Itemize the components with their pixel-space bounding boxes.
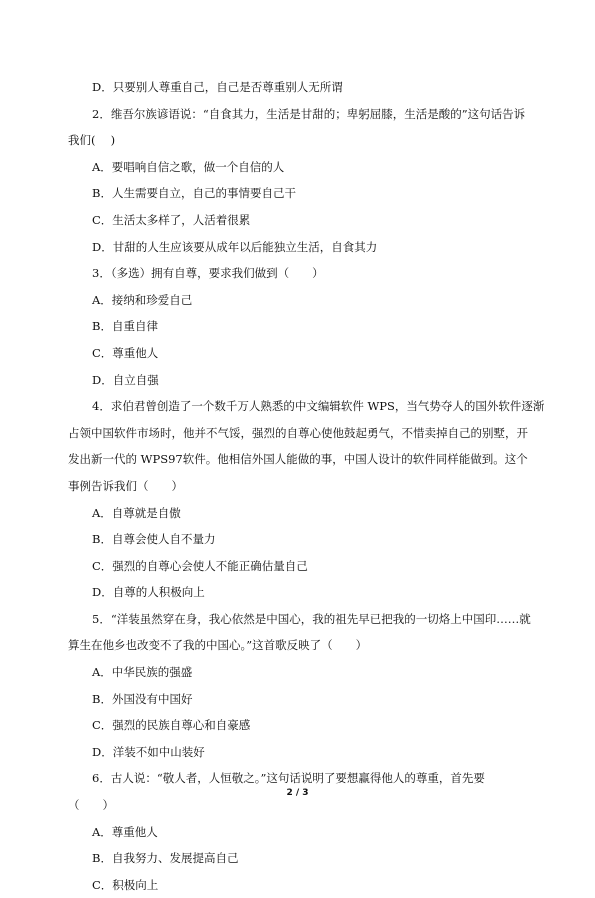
question-text: 我们( ) (68, 133, 116, 148)
answer-option: B．自尊会使人自不量力 (92, 532, 216, 547)
question-text: 事例告诉我们（ ） (68, 478, 183, 493)
answer-option: B．自我努力、发展提高自己 (92, 851, 239, 866)
answer-option: B．自重自律 (92, 319, 158, 334)
answer-option: C．生活太多样了，人活着很累 (92, 212, 251, 227)
answer-option: D．洋装不如中山装好 (92, 744, 205, 759)
question-stem: 6．古人说：“敬人者，人恒敬之。”这句话说明了要想赢得他人的尊重，首先要 (92, 771, 485, 786)
answer-option: D．甘甜的人生应该要从成年以后能独立生活，自食其力 (92, 239, 378, 254)
answer-option: D．只要别人尊重自己，自己是否尊重别人无所谓 (92, 80, 343, 94)
page-number: 2 / 3 (286, 788, 309, 798)
answer-option: C．强烈的民族自尊心和自豪感 (92, 718, 251, 733)
question-text: 发出新一代的 WPS97软件。他相信外国人能做的事，中国人设计的软件同样能做到。这个 (68, 452, 528, 467)
answer-option: D．自立自强 (92, 372, 159, 387)
answer-option: A．中华民族的强盛 (92, 665, 193, 680)
question-list (68, 74, 545, 898)
answer-option: A．尊重他人 (92, 824, 158, 839)
answer-option: D．自尊的人积极向上 (92, 585, 205, 600)
question-stem: 2．维吾尔族谚语说：“自食其力，生活是甘甜的；卑躬屈膝，生活是酸的”这句话告诉 (92, 106, 526, 121)
answer-option: B．人生需要自立，自己的事情要自己干 (92, 186, 296, 201)
answer-option: C．尊重他人 (92, 345, 159, 360)
question-stem: 5．“洋装虽然穿在身，我心依然是中国心，我的祖先早已把我的一切烙上中国印……就 (92, 611, 531, 626)
answer-option: B．外国没有中国好 (92, 691, 193, 706)
question-text: 算生在他乡也改变不了我的中国心。”这首歌反映了（ ） (68, 638, 368, 653)
question-text: 占领中国软件市场时，他并不气馁，强烈的自尊心使他鼓起勇气，不惜卖掉自己的别墅，开 (68, 425, 528, 440)
answer-option: C．积极向上 (92, 877, 159, 892)
answer-option: A．接纳和珍爱自己 (92, 292, 193, 307)
answer-option: C．强烈的自尊心会使人不能正确估量自己 (92, 558, 308, 573)
question-stem: 3．（多选）拥有自尊，要求我们做到（ ） (92, 266, 324, 281)
question-stem: 4．求伯君曾创造了一个数千万人熟悉的中文编辑软件 WPS，当气势夺人的国外软件逐渐 (92, 399, 545, 414)
question-text: （ ） (68, 798, 114, 813)
answer-option: A．自尊就是自傲 (92, 505, 181, 520)
answer-option: A．要唱响自信之歌，做一个自信的人 (92, 159, 285, 174)
